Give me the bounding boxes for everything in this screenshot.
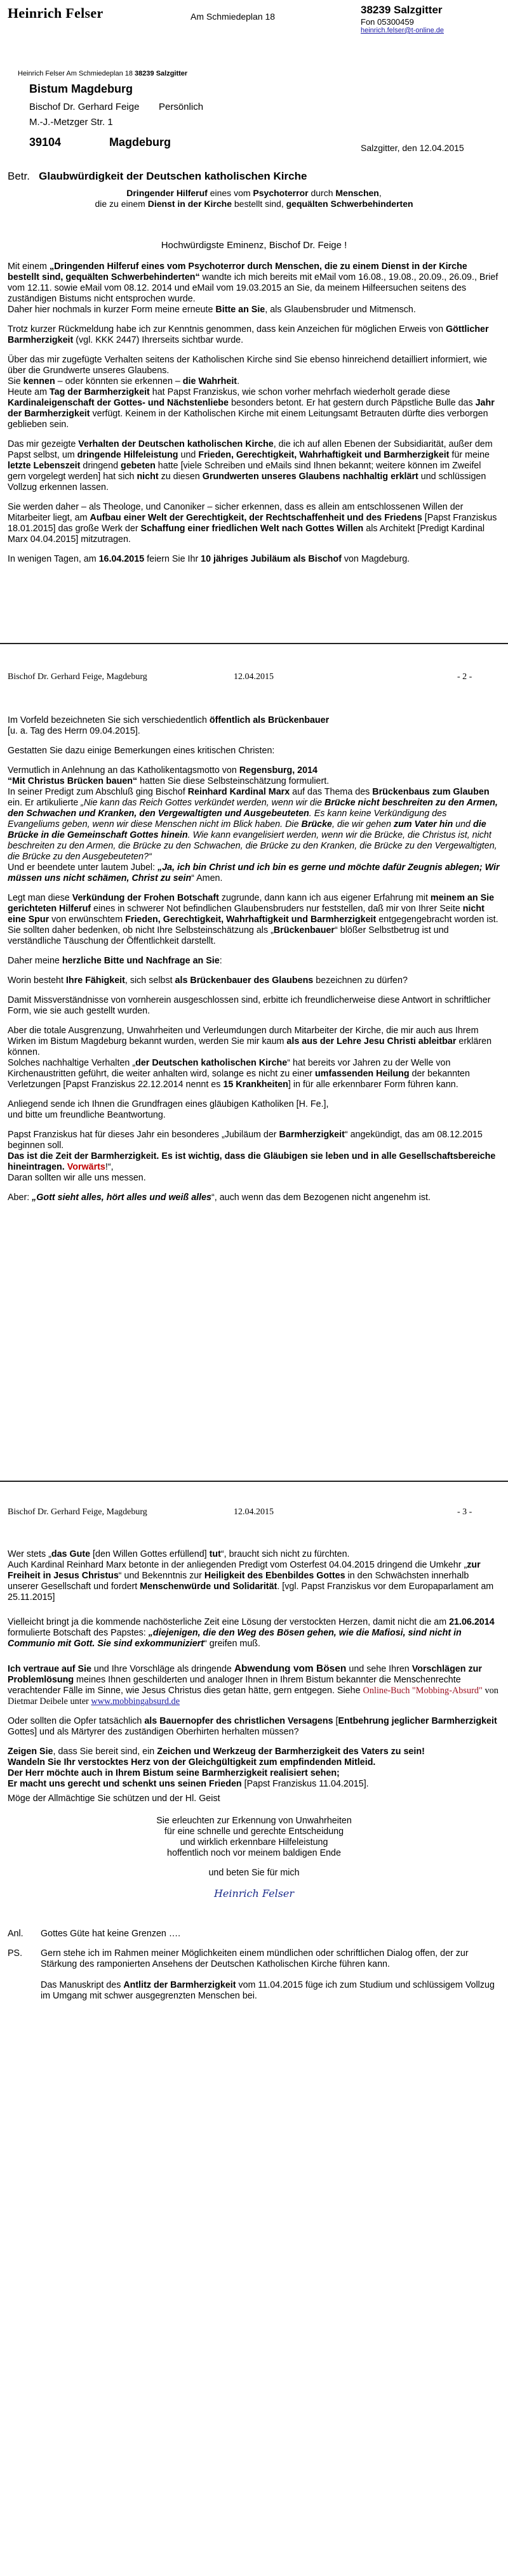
paragraph: Mit einem „Dringenden Hilferuf eines vom Psychoterror durch Menschen, die zu einem Dienst in der Kirche bestellt sind, gequälten Schwerbehinderten“ wandte ich mich bereits mit eMail vom 16.08., 19.08., 20.09., 26.09., Brief vom 12.11. sowie eMail vom 08.12. 2014 und eMail vom 19.03.2015 an Sie, da meinem Hilfeersuchen seitens des zuständigen Bistums nicht entsprochen wurde. Daher hier nochmals in kurzer Form meine erneute Bitte an Sie, als Glaubensbruder und Mitmensch. [8,261,498,315]
page-number: - 2 - [457,672,472,682]
subject-line: Betr. Glaubwürdigkeit der Deutschen katholischen Kirche [8,170,307,182]
subject-subline: Dringender Hilferuf eines vom Psychoterror durch Menschen, die zu einem Dienst in der Kirche bestellt sind, gequälten Schwerbehinderten [95,188,413,209]
recipient-person: Bischof Dr. Gerhard Feige [29,102,140,112]
recipient-street: M.-J.-Metzger Str. 1 [29,117,113,128]
page-header-date: 12.04.2015 [234,1507,274,1517]
page-header-name: Bischof Dr. Gerhard Feige, Magdeburg [8,672,147,682]
sender-street: Am Schmiedeplan 18 [190,11,276,22]
page2-body [8,715,500,1203]
page-header-name: Bischof Dr. Gerhard Feige, Magdeburg [8,1507,147,1517]
paragraph: Worin besteht Ihre Fähigkeit, sich selbst als Brückenbauer des Glaubens bezeichnen zu dürfen? [8,975,408,986]
page3-body [8,1549,500,2002]
postscript: PS. Gern stehe ich im Rahmen meiner Möglichkeiten einem mündlichen oder schriftlichen Dialog offen, der zur Stärkung des ramponierten Ansehens der Deutschen Katholischen Kirche führen kann. Das Manuskript des Antlitz der Barmherzigkeit vom 11.04.2015 füge ich zum Studium und schlüssigem Vollzug im Umgang mit schwer ausgegrenzten Menschen bei. [8,1948,495,2002]
recipient-personal-note: Persönlich [159,102,204,112]
handwritten-signature: Heinrich Felser [213,1887,295,1900]
paragraph: Möge der Allmächtige Sie schützen und der Hl. Geist [8,1793,220,1804]
paragraph: Im Vorfeld bezeichneten Sie sich verschiedentlich öffentlich als Brückenbauer [u. a. Tag des Herrn 09.04.2015]. [8,715,330,736]
paragraph: Sie werden daher – als Theologe, und Canoniker – sicher erkennen, dass es allein am entschlossenen Willen der Mitarbeiter liegt, am Aufbau einer Welt der Gerechtigkeit, der Rechtschaffenheit und des Friedens [Papst Franziskus 18.01.2015] das große Werk der Schaffung einer friedlichen Welt nach Gottes Willen als Architekt [Predigt Kardinal Marx 04.04.2015] mitzutragen. [8,502,497,545]
paragraph: In wenigen Tagen, am 16.04.2015 feiern Sie Ihr 10 jähriges Jubiläum als Bischof von Magdeburg. [8,554,410,564]
paragraph: Vermutlich in Anlehnung an das Katholikentagsmotto von Regensburg, 2014 “Mit Christus Brücken bauen“ hatten Sie diese Selbsteinschätzung formuliert. In seiner Predigt zum Abschluß ging Bischof Reinhard Kardinal Marx auf das Thema des Brückenbaus zum Glauben ein. Er artikulierte „Nie kann das Reich Gottes verkündet werden, wenn wir die Brücke nicht beschreiten zu den Armen, den Schwachen und Kranken, den Vergewaltigten und Ausgebeuteten. Es kann keine Verkündigung des Evangeliums geben, wenn wir diese Menschen nicht im Blick haben. Die Brücke, die wir gehen zum Vater hin und die Brücke in die Gemeinschaft Gottes hinein. Wie kann evangelisiert werden, wenn wir die Brücke, die Christus ist, nicht beschreiten zu den Armen, die Brücke zu den Schwachen, die Brücke zu den Kranken, die Brücke zu den Vergewaltigten, die Brücke zu den Ausgebeuteten?“ Und er beendete unter lautem Jubel: „Ja, ich bin Christ und ich bin es gerne und möchte dafür Zeugnis ablegen; Wir müssen uns nicht schämen, Christ zu sein“ Amen. [8,765,500,883]
paragraph: Vielleicht bringt ja die kommende nachösterliche Zeit eine Lösung der verstockten Herzen, damit nicht die am 21.06.2014 formulierte Botschaft des Papstes: „diejenigen, die den Weg des Bösen gehen, wie die Mafiosi, sind nicht in Communio mit Gott. Sie sind exkommuniziert“ greifen muß. [8,1617,495,1649]
paragraph: Papst Franziskus hat für dieses Jahr ein besonderes „Jubiläum der Barmherzigkeit“ angekündigt, das am 08.12.2015 beginnen soll. Das ist die Zeit der Barmherzigkeit. Es ist wichtig, dass die Gläubigen sie leben und in alle Gesellschaftsbereiche hineintragen. Vorwärts!“, Daran sollten wir alle uns messen. [8,1130,496,1183]
paragraph: Über das mir zugefügte Verhalten seitens der Katholischen Kirche sind Sie ebenso hinreichend detailliert informiert, wie über die Grundwerte unseres Glaubens. Sie kennen – oder könnten sie erkennen – die Wahrheit. Heute am Tag der Barmherzigkeit hat Papst Franziskus, wie schon vorher mehrfach wiederholt gerade diese Kardinaleigenschaft der Gottes- und Nächstenliebe besonders betont. Er hat gestern durch Päpstliche Bulle das Jahr der Barmherzigkeit verfügt. Keinem in der Katholischen Kirche mit einem Leitungsamt Betrauten dürfte dies verborgen geblieben sein. [8,355,495,430]
paragraph: Damit Missverständnisse von vornherein ausgeschlossen sind, erbitte ich freundlicherweise diese Antwort in schriftlicher Form, wie sie auch gestellt wurden. [8,995,491,1016]
letter-page-2 [0,644,508,1488]
paragraph: Ich vertraue auf Sie und Ihre Vorschläge als dringende Abwendung vom Bösen und sehe Ihren Vorschlägen zur Problemlösung meines Ihnen geschilderten und analoger Ihnen in Ihrem Bistum bekannter die Menschenrechte verachtender Fälle im Sinne, wie Jesus Christus dies getan hätte, gern entgegen. Siehe Online-Buch "Mobbing-Absurd" von Dietmar Deibele unter www.mobbingabsurd.de [8,1663,498,1707]
closing-line: Sie erleuchten zur Erkennung von Unwahrheiten [156,1816,352,1826]
paragraph: Trotz kurzer Rückmeldung habe ich zur Kenntnis genommen, dass kein Anzeichen für möglichen Erweis von Göttlicher Barmherzigkeit (vgl. KKK 2447) Ihrerseits sichtbar wurde. [8,324,489,345]
paragraph: Zeigen Sie, dass Sie bereit sind, ein Zeichen und Werkzeug der Barmherzigkeit des Vaters zu sein! Wandeln Sie Ihr verstocktes Herz von der Gleichgültigkeit zum empfindenden Mitleid. Der Herr möchte auch in Ihrem Bistum seine Barmherzigkeit realisiert sehen; Er macht uns gerecht und schenkt uns seinen Frieden [Papst Franziskus 11.04.2015]. [8,1747,425,1790]
paragraph: Daher meine herzliche Bitte und Nachfrage an Sie: [8,956,222,966]
recipient-city: Magdeburg [109,136,171,149]
paragraph: Oder sollten die Opfer tatsächlich als Bauernopfer des christlichen Versagens [Entbehrung jeglicher Barmherzigkeit Gottes] und als Märtyrer des zuständigen Oberhirten herhalten müssen? [8,1716,497,1738]
closing-line: und beten Sie für mich [208,1868,300,1879]
sender-email-link[interactable]: heinrich.felser@t-online.de [361,27,444,34]
sender-phone: Fon 05300459 [361,17,414,27]
letter-page-3 [0,1482,508,2573]
page1-body [8,261,500,565]
paragraph: Anliegend sende ich Ihnen die Grundfragen eines gläubigen Katholiken [H. Fe.], und bitte um freundliche Beantwortung. [8,1099,329,1120]
paragraph: Wer stets „das Gute [den Willen Gottes erfüllend] tut“, braucht sich nicht zu fürchten. Auch Kardinal Reinhard Marx betonte in der anliegenden Predigt vom Osterfest 04.04.2015 dringend die Umkehr „zur Freiheit in Jesus Christus“ und Bekenntnis zur Heiligkeit des Ebenbildes Gottes in den Schwächsten innerhalb unserer Gesellschaft und fordert Menschenwürde und Solidarität. [vgl. Papst Franziskus vor dem Europaparlament am 25.11.2015] [8,1549,494,1602]
salutation: Hochwürdigste Eminenz, Bischof Dr. Feige ! [161,240,347,251]
paragraph: Das mir gezeigte Verhalten der Deutschen katholischen Kirche, die ich auf allen Ebenen der Subsidiarität, außer dem Papst selbst, um dringende Hilfeleistung und Frieden, Gerechtigkeit, Wahrhaftigkeit und Barmherzigkeit für meine letzte Lebenszeit dringend gebeten hatte [viele Schreiben und eMails sind Ihnen bekannt; weitere können im Zweifel gern vorgelegt werden] hat sich nicht zu diesen Grundwerten unseres Glaubens nachhaltig erklärt und schlüssigen Vollzug erkennen lassen. [8,439,493,492]
sender-name: Heinrich Felser [8,5,104,21]
letter-date: Salzgitter, den 12.04.2015 [361,143,464,153]
paragraph: Aber: „Gott sieht alles, hört alles und weiß alles“, auch wenn das dem Bezogenen nicht angenehm ist. [8,1192,431,1203]
sender-return-line: Heinrich Felser Am Schmiedeplan 18 38239 Salzgitter [18,70,188,77]
paragraph: Gestatten Sie dazu einige Bemerkungen eines kritischen Christen: [8,746,275,756]
recipient-org: Bistum Magdeburg [29,83,133,95]
closing-blessing [8,1816,500,1899]
closing-line: und wirklich erkennbare Hilfeleistung [180,1837,328,1848]
sender-city: 38239 Salzgitter [361,4,443,16]
paragraph: Legt man diese Verkündung der Frohen Botschaft zugrunde, dann kann ich aus eigener Erfahrung mit meinem an Sie gerichteten Hilferuf eines in schwerer Not befindlichen Glaubensbruders nur feststellen, daß mir von Ihrer Seite nicht eine Spur von erwünschtem Frieden, Gerechtigkeit, Wahrhaftigkeit und Barmherzigkeit entgegengebracht worden ist. Sie sollten daher bedenken, ob nicht Ihre Selbsteinschätzung als „Brückenbauer“ blößer Selbstbetrug ist und verständliche Täuschung der Öffentlichkeit darstellt. [8,893,498,946]
closing-line: hoffentlich noch vor meinem baldigen Ende [167,1848,341,1859]
paragraph: Aber die totale Ausgrenzung, Unwahrheiten und Verleumdungen durch Mitarbeiter der Kirche, die mir auch aus Ihrem Wirken im Bistum Magdeburg bekannt wurden, werden Sie mir kaum als aus der Lehre Jesu Christi ableitbar erklären können. Solches nachhaltige Verhalten „der Deutschen katholischen Kirche“ hat bereits vor Jahren zu der Welle von Kirchenaustritten geführt, die weiter anhalten wird, solange es nicht zu einer umfassenden Heilung der bekannten Verletzungen [Papst Franziskus 22.12.2014 nennt es 15 Krankheiten] in für alle erkennbarer Form führen kann. [8,1026,492,1090]
letter-page-1 [0,0,508,641]
closing-line: für eine schnelle und gerechte Entscheidung [164,1826,344,1837]
page-header-date: 12.04.2015 [234,672,274,682]
mobbingabsurd-link[interactable]: www.mobbingabsurd.de [91,1696,180,1707]
attachment-note: Anl. Gottes Güte hat keine Grenzen …. [8,1929,181,1939]
page-number: - 3 - [457,1507,472,1517]
recipient-zip: 39104 [29,136,62,149]
